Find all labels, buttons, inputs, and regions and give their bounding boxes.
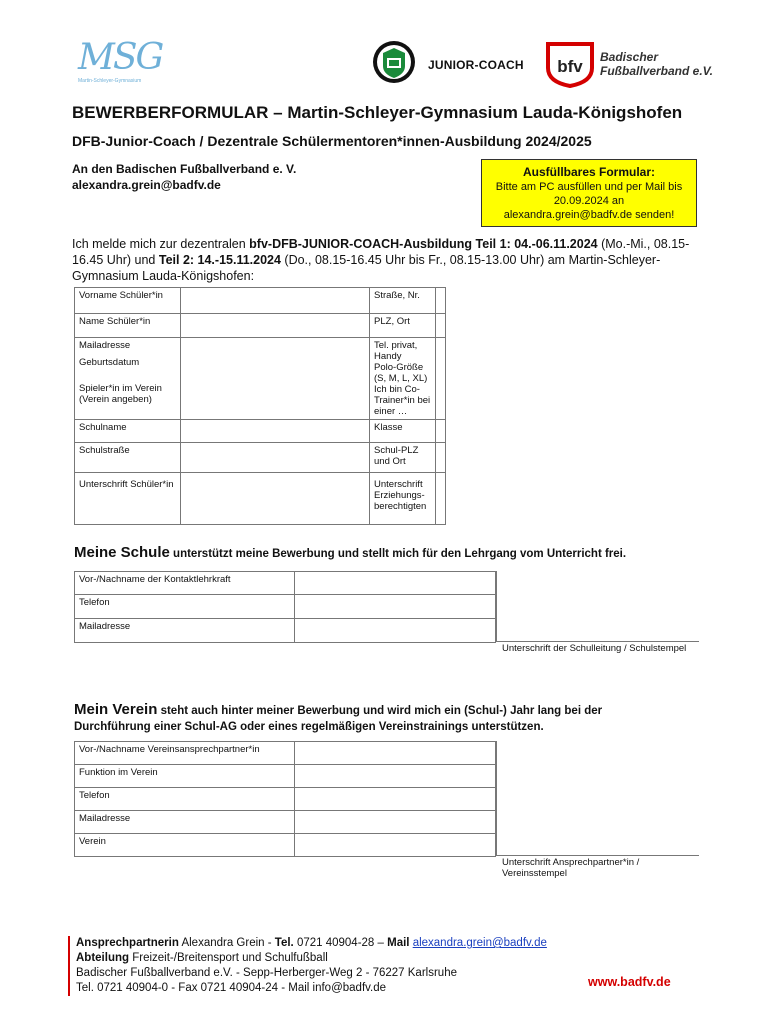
input-zip-city[interactable] bbox=[435, 314, 445, 338]
footer-contact bbox=[68, 936, 547, 996]
fillable-form-notice bbox=[481, 159, 697, 227]
label-group-1 bbox=[75, 338, 181, 420]
footer-address: Badischer Fußballverband e.V. - Sepp-Herberger-Weg 2 - 76227 Karlsruhe bbox=[76, 967, 457, 979]
footer-phone: Tel. 0721 40904-0 - Fax 0721 40904-24 - Mail info@badfv.de bbox=[76, 982, 387, 994]
label-group-2 bbox=[370, 338, 436, 420]
label-birthdate: Geburtsdatum bbox=[79, 357, 140, 368]
input-school-name[interactable] bbox=[180, 420, 369, 443]
page-title: BEWERBERFORMULAR – Martin-Schleyer-Gymnasium Lauda-Königshofen bbox=[72, 103, 683, 122]
notice-heading: Ausfüllbares Formular: bbox=[522, 165, 656, 179]
notice-line2: 20.09.2024 an bbox=[553, 195, 625, 207]
label-last-name: Name Schüler*in bbox=[75, 314, 181, 338]
input-club-contact-name[interactable] bbox=[294, 742, 495, 765]
input-last-name[interactable] bbox=[180, 314, 369, 338]
footer-line2: Abteilung Freizeit-/Breitensport und Schulfußball bbox=[76, 952, 328, 964]
input-club-name[interactable] bbox=[294, 834, 495, 857]
input-group-1[interactable] bbox=[180, 338, 369, 420]
input-student-signature[interactable] bbox=[180, 473, 369, 525]
club-signature-label: Unterschrift Ansprechpartner*in / Vereinsstempel bbox=[502, 857, 640, 879]
label-club-name: Verein bbox=[75, 834, 295, 857]
label-club-contact-name: Vor-/Nachname Vereinsansprechpartner*in bbox=[75, 742, 295, 765]
label-zip-city: PLZ, Ort bbox=[370, 314, 436, 338]
label-student-signature: Unterschrift Schüler*in bbox=[75, 473, 181, 525]
registration-intro: Ich melde mich zur dezentralen bfv-DFB-JUNIOR-COACH-Ausbildung Teil 1: 04.-06.11.2024 (Mo.-Mi., 08.15-16.45 Uhr) und Teil 2: 14.-15.11.2024 (Do., 08.15-16.45 Uhr bis Fr., 08.15-13.00 Uhr) am Martin-Schleyer-Gymnasium Lauda-Königshofen: bbox=[72, 237, 690, 283]
label-first-name: Vorname Schüler*in bbox=[75, 288, 181, 314]
input-school-zip-city[interactable] bbox=[435, 443, 445, 473]
notice-line3: alexandra.grein@badfv.de senden! bbox=[503, 209, 675, 221]
school-signature-field[interactable] bbox=[496, 571, 699, 642]
input-group-2[interactable] bbox=[435, 338, 445, 420]
dfb-logo-icon bbox=[372, 40, 416, 84]
label-phone: Tel. privat, Handy bbox=[374, 340, 418, 362]
label-email: Mailadresse bbox=[79, 340, 131, 351]
club-section-heading: Mein Verein steht auch hinter meiner Bewerbung und wird mich ein (Schul-) Jahr lang bei der Durchführung einer Schul-AG oder eines regelmäßigen Vereinstrainings unterstützen. bbox=[74, 701, 603, 733]
bfv-logo-text: bfv bbox=[557, 57, 583, 76]
input-club-phone[interactable] bbox=[294, 788, 495, 811]
input-school-street[interactable] bbox=[180, 443, 369, 473]
input-teacher-name[interactable] bbox=[294, 572, 495, 595]
junior-coach-label: JUNIOR-COACH bbox=[428, 58, 524, 72]
bfv-name bbox=[600, 50, 713, 78]
bfv-logo-icon bbox=[544, 40, 596, 88]
school-table bbox=[74, 571, 496, 643]
input-street[interactable] bbox=[435, 288, 445, 314]
input-school-phone[interactable] bbox=[294, 595, 495, 619]
school-section-heading: Meine Schule unterstützt meine Bewerbung und stellt mich für den Lehrgang vom Unterricht frei. bbox=[74, 544, 627, 561]
school-signature-label: Unterschrift der Schulleitung / Schulstempel bbox=[502, 643, 687, 654]
label-club-player: Spieler*in im Verein (Verein angeben) bbox=[79, 383, 162, 405]
input-first-name[interactable] bbox=[180, 288, 369, 314]
recipient-address bbox=[72, 161, 296, 193]
label-school-email: Mailadresse bbox=[75, 619, 295, 643]
label-school-zip-city: Schul-PLZ und Ort bbox=[370, 443, 436, 473]
contact-email-link[interactable]: alexandra.grein@badfv.de bbox=[412, 937, 547, 949]
input-school-email[interactable] bbox=[294, 619, 495, 643]
student-table bbox=[74, 287, 446, 525]
input-club-function[interactable] bbox=[294, 765, 495, 788]
label-school-name: Schulname bbox=[75, 420, 181, 443]
bfv-name-line2: Fußballverband e.V. bbox=[600, 64, 713, 78]
input-parent-signature[interactable] bbox=[435, 473, 445, 525]
page-subtitle: DFB-Junior-Coach / Dezentrale Schülermentoren*innen-Ausbildung 2024/2025 bbox=[72, 133, 592, 149]
msg-logo-letters: MSG bbox=[78, 37, 163, 78]
label-polo-size: Polo-Größe (S, M, L, XL) bbox=[374, 362, 428, 384]
club-signature-field[interactable] bbox=[496, 741, 699, 856]
website-link[interactable]: www.badfv.de bbox=[588, 975, 671, 989]
recipient-email: alexandra.grein@badfv.de bbox=[72, 178, 221, 192]
msg-logo-subtitle: Martin-Schleyer-Gymnasium bbox=[78, 78, 142, 84]
label-parent-signature: Unterschrift Erziehungs-berechtigten bbox=[370, 473, 436, 525]
recipient-line1: An den Badischen Fußballverband e. V. bbox=[72, 162, 297, 176]
intro-part2-dates: Teil 2: 14.-15.11.2024 bbox=[158, 253, 281, 267]
label-club-email: Mailadresse bbox=[75, 811, 295, 834]
msg-logo bbox=[78, 37, 170, 86]
label-class: Klasse bbox=[370, 420, 436, 443]
label-club-function: Funktion im Verein bbox=[75, 765, 295, 788]
label-club-phone: Telefon bbox=[75, 788, 295, 811]
label-teacher-name: Vor-/Nachname der Kontaktlehrkraft bbox=[75, 572, 295, 595]
club-table bbox=[74, 741, 496, 857]
notice-line1: Bitte am PC ausfüllen und per Mail bis bbox=[495, 181, 683, 193]
label-school-street: Schulstraße bbox=[75, 443, 181, 473]
intro-part1-dates: bfv-DFB-JUNIOR-COACH-Ausbildung Teil 1: 04.-06.11.2024 bbox=[249, 237, 598, 251]
footer-line1: Ansprechpartnerin Alexandra Grein - Tel. 0721 40904-28 – Mail alexandra.grein@badfv.de bbox=[76, 937, 547, 949]
label-school-phone: Telefon bbox=[75, 595, 295, 619]
label-co-trainer: Ich bin Co-Trainer*in bei einer … bbox=[374, 384, 431, 417]
input-club-email[interactable] bbox=[294, 811, 495, 834]
label-street: Straße, Nr. bbox=[370, 288, 436, 314]
input-class[interactable] bbox=[435, 420, 445, 443]
bfv-name-line1: Badischer bbox=[600, 50, 659, 64]
